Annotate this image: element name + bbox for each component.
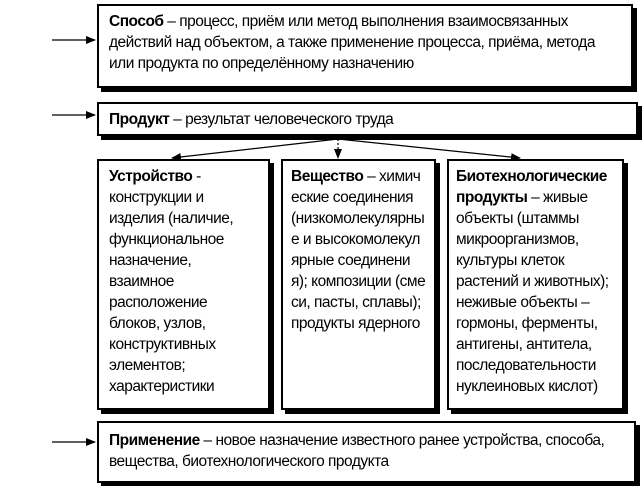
application-text: – новое назначение известного ранее устройства, способа, вещества, биотехнологического продукта [109, 432, 605, 470]
arrow-product-to-device [172, 139, 338, 158]
product-term: Продукт [109, 111, 170, 128]
substance-text: – химические соединения (низкомолекулярные и высокомолекулярные соединения); композиции (смеси, пасты, сплавы); продукты ядерного [291, 168, 426, 332]
biotech-text: – живые объекты (штаммы микроорганизмов, культуры клеток растений и животных); неживые объекты – гормоны, ферменты, антигены, антитела, последовательности нуклеиновых кислот) [456, 189, 609, 395]
biotech-term: Биотехнологические продукты [456, 168, 607, 206]
arrow-product-to-biotech [338, 139, 520, 158]
method-box [97, 4, 633, 88]
application-box [97, 421, 636, 483]
product-box [97, 102, 638, 136]
substance-term: Вещество [291, 168, 364, 185]
device-term: Устройство [109, 168, 193, 185]
device-text: - конструкции и изделия (наличие, функциональное назначение, взаимное расположение блоков, узлов, конструктивных элементов; характеристики [109, 168, 234, 395]
biotech-box [447, 159, 624, 410]
product-text: – результат человеческого труда [169, 111, 394, 128]
method-term: Способ [109, 13, 164, 30]
device-box [97, 159, 270, 410]
application-term: Применение [109, 432, 200, 449]
substance-box [281, 159, 436, 410]
method-text: – процесс, приём или метод выполнения взаимосвязанных действий над объектом, а также применение процесса, приёма, метода или продукта по определённому назначению [109, 13, 595, 72]
